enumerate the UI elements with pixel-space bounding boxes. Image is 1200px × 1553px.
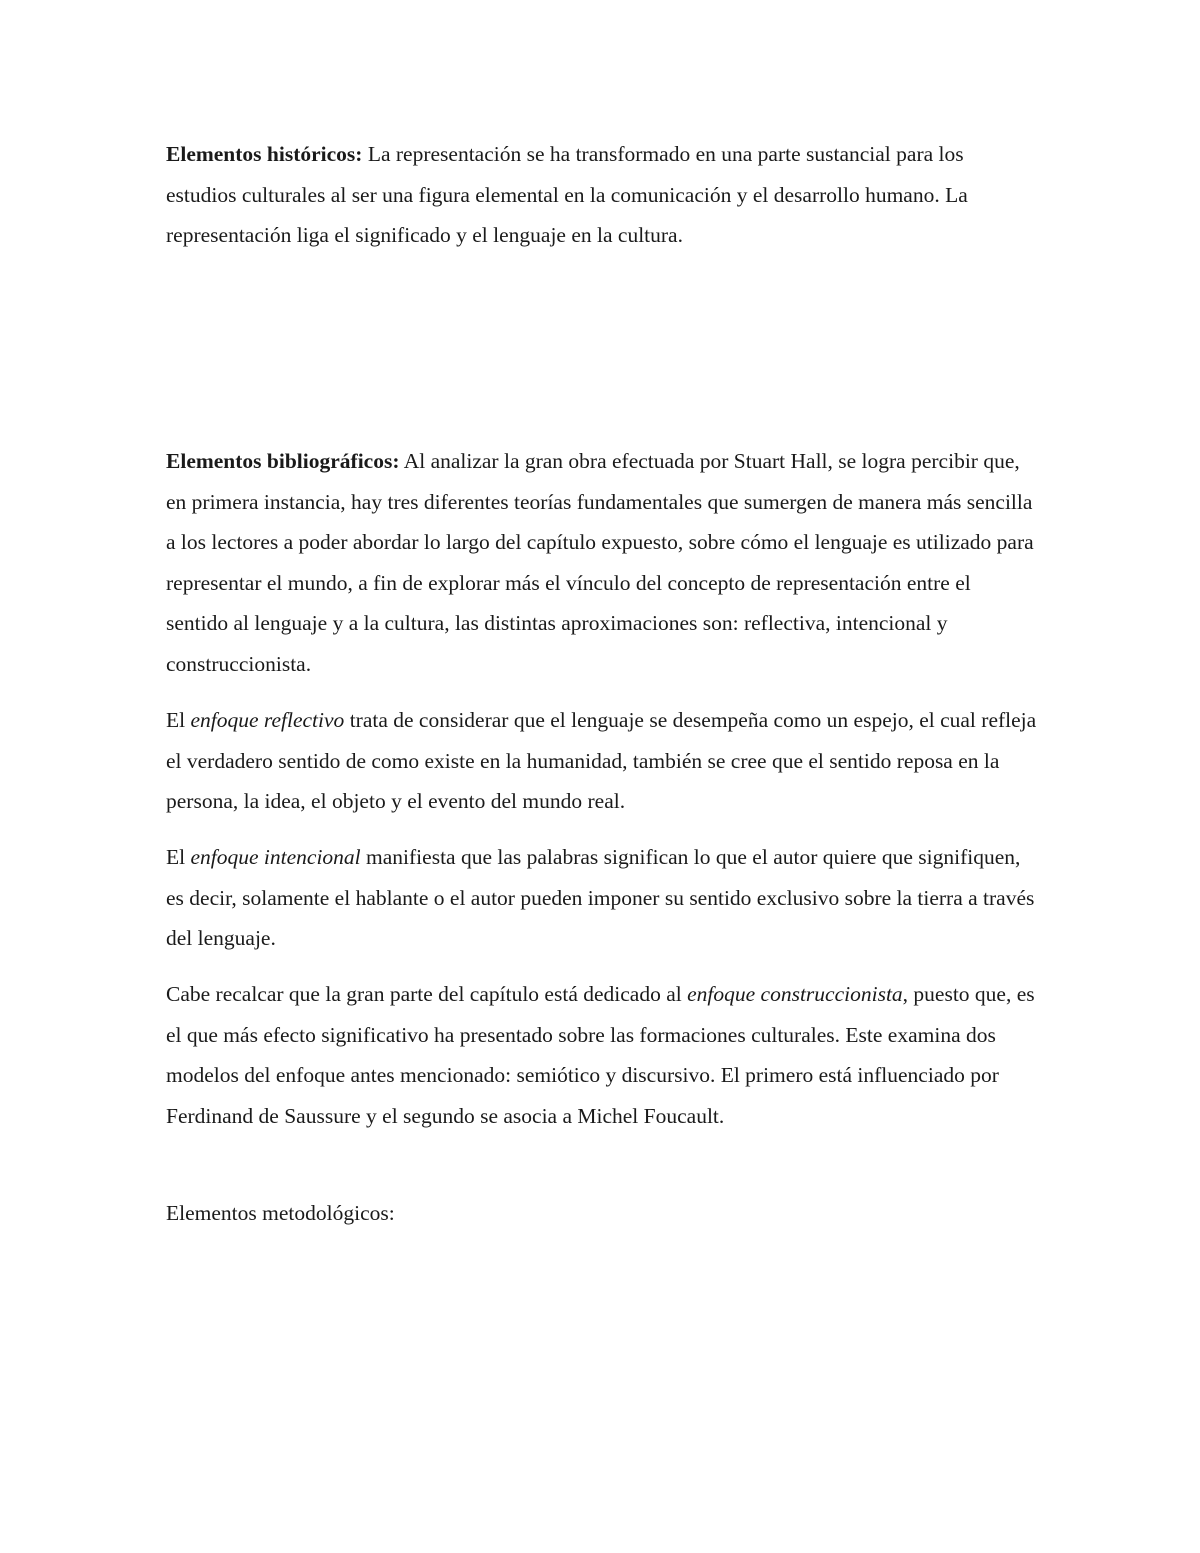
methodological-elements-heading: Elementos metodológicos: bbox=[166, 1201, 395, 1225]
reflective-approach-term: enfoque reflectivo bbox=[190, 708, 345, 732]
intentional-approach-term: enfoque intencional bbox=[190, 845, 361, 869]
intentional-approach-prefix: El bbox=[166, 845, 191, 869]
constructionist-approach-paragraph bbox=[166, 974, 1038, 1136]
bibliographic-elements-paragraph bbox=[166, 441, 1038, 684]
constructionist-approach-prefix: Cabe recalcar que la gran parte del capítulo está dedicado al bbox=[166, 982, 688, 1006]
reflective-approach-prefix: El bbox=[166, 708, 191, 732]
intentional-approach-paragraph bbox=[166, 837, 1038, 959]
historical-elements-paragraph bbox=[166, 134, 1038, 256]
reflective-approach-text: trata de considerar que el lenguaje se desempeña como un espejo, el cual refleja el verdadero sentido de como existe en la humanidad, también se cree que el sentido reposa en la persona, la idea, el objeto y el evento del mundo real. bbox=[166, 708, 1037, 813]
constructionist-approach-text: , puesto que, es el que más efecto significativo ha presentado sobre las formaciones culturales. Este examina dos modelos del enfoque antes mencionado: semiótico y discursivo. El primero está influenciado por Ferdinand de Saussure y el segundo se asocia a Michel Foucault. bbox=[166, 982, 1035, 1128]
historical-elements-text: La representación se ha transformado en una parte sustancial para los estudios culturales al ser una figura elemental en la comunicación y el desarrollo humano. La representación liga el significado y el lenguaje en la cultura. bbox=[166, 142, 968, 247]
bibliographic-elements-text: Al analizar la gran obra efectuada por Stuart Hall, se logra percibir que, en primera instancia, hay tres diferentes teorías fundamentales que sumergen de manera más sencilla a los lectores a poder abordar lo largo del capítulo expuesto, sobre cómo el lenguaje es utilizado para representar el mundo, a fin de explorar más el vínculo del concepto de representación entre el sentido al lenguaje y a la cultura, las distintas aproximaciones son: reflectiva, intencional y construccionista. bbox=[166, 449, 1034, 676]
reflective-approach-paragraph bbox=[166, 700, 1038, 822]
constructionist-approach-term: enfoque construccionista bbox=[687, 982, 903, 1006]
historical-elements-label: Elementos históricos: bbox=[166, 142, 363, 166]
bibliographic-elements-label: Elementos bibliográficos: bbox=[166, 449, 400, 473]
intentional-approach-text: manifiesta que las palabras significan lo que el autor quiere que signifiquen, es decir, solamente el hablante o el autor pueden imponer su sentido exclusivo sobre la tierra a través del lenguaje. bbox=[166, 845, 1035, 950]
